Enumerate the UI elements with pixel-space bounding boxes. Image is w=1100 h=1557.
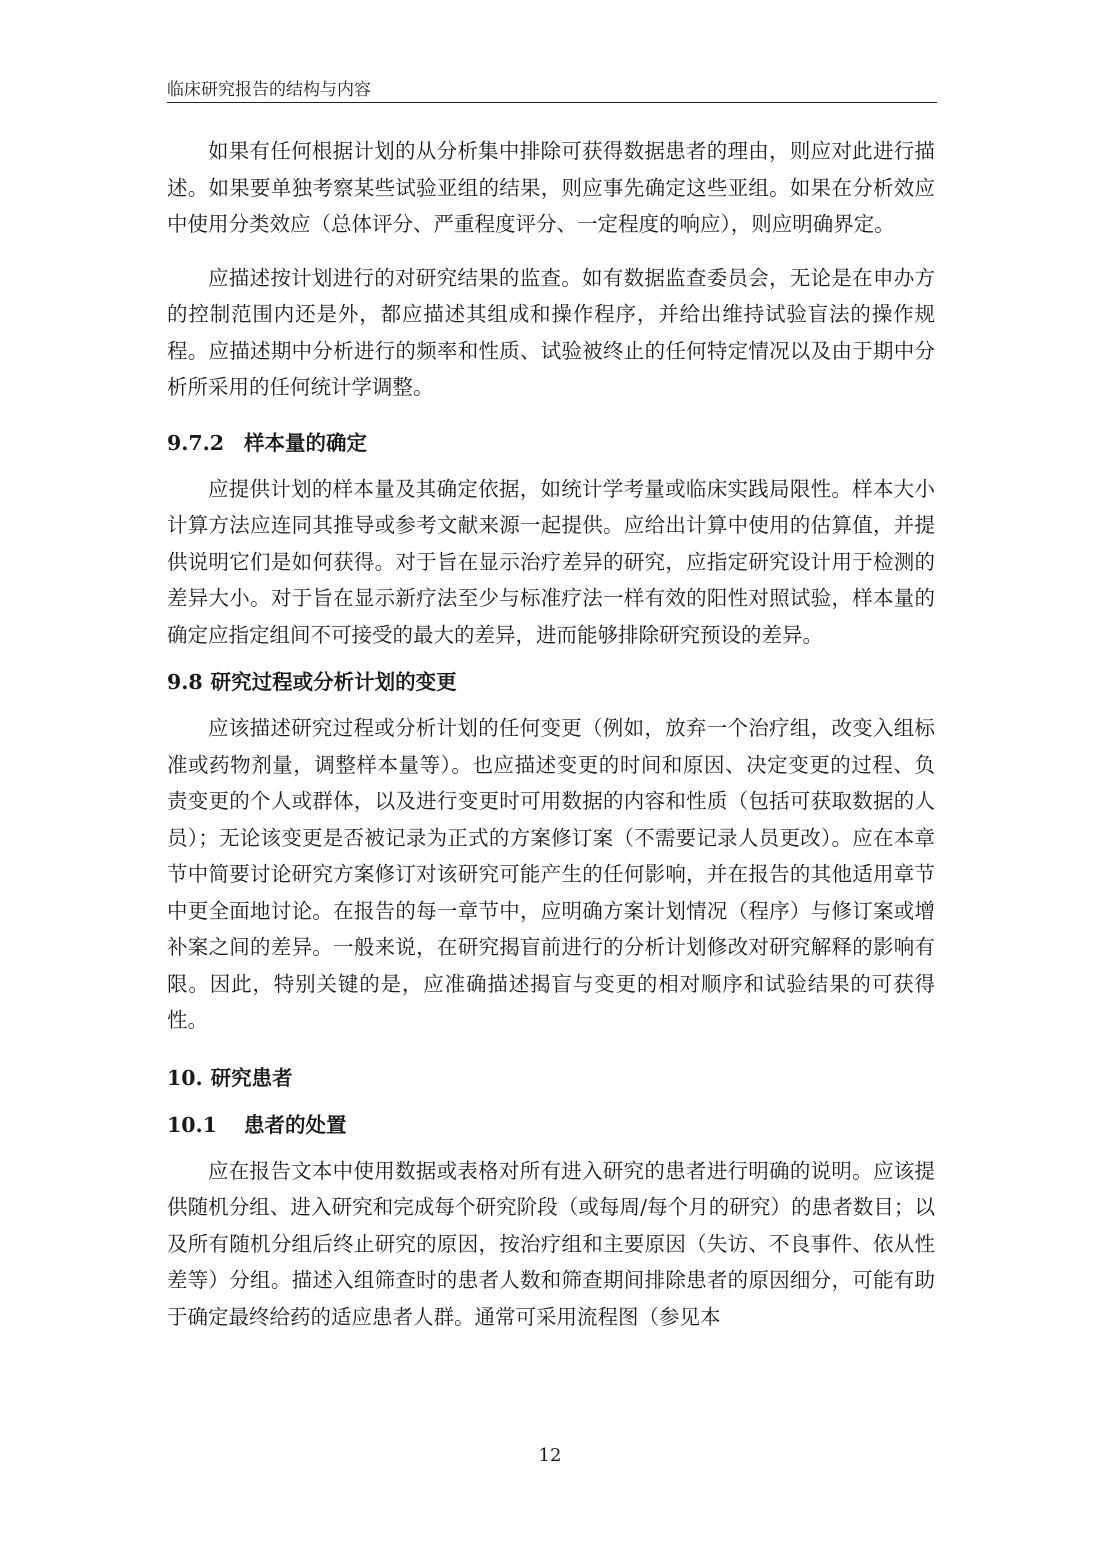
- paragraph-patient-disposition: 应在报告文本中使用数据或表格对所有进入研究的患者进行明确的说明。应该提供随机分组、进入研究和完成每个研究阶段（或每周/每个月的研究）的患者数目；以及所有随机分组后终止研究的原因，按治疗组和主要原因（失访、不良事件、依从性差等）分组。描述入组筛查时的患者人数和筛查期间排除患者的原因细分，可能有助于确定最终给药的适应患者人群。通常可采用流程图（参见本: [167, 1158, 935, 1329]
- section-title: 研究过程或分析计划的变更: [210, 670, 457, 694]
- page-body: [167, 133, 935, 1335]
- section-title: 患者的处置: [244, 1112, 347, 1137]
- section-title: 研究患者: [210, 1065, 293, 1090]
- section-title: 样本量的确定: [244, 430, 367, 455]
- paragraph-protocol-changes: 应该描述研究过程或分析计划的任何变更（例如，放弃一个治疗组，改变入组标准或药物剂量，调整样本量等）。也应描述变更的时间和原因、决定变更的过程、负责变更的个人或群体，以及进行变更时可用数据的内容和性质（包括可获取数据的人员）；无论该变更是否被记录为正式的方案修订案（不需要记录人员更改）。应在本章节中简要讨论研究方案修订对该研究可能产生的任何影响，并在报告的其他适用章节中更全面地讨论。在报告的每一章节中，应明确方案计划情况（程序）与修订案或增补案之间的差异。一般来说，在研究揭盲前进行的分析计划修改对研究解释的影响有限。因此，特别关键的是，应准确描述揭盲与变更的相对顺序和试验结果的可获得性。: [167, 716, 935, 1032]
- section-heading-10: [167, 1063, 935, 1093]
- paragraph-sample-size: 应提供计划的样本量及其确定依据，如统计学考量或临床实践局限性。样本大小计算方法应连同其推导或参考文献来源一起提供。应给出计算中使用的估算值，并提供说明它们是如何获得。对于旨在显示治疗差异的研究，应指定研究设计用于检测的差异大小。对于旨在显示新疗法至少与标准疗法一样有效的阳性对照试验，样本量的确定应指定组间不可接受的最大的差异，进而能够排除研究预设的差异。: [167, 476, 935, 647]
- section-number: 10.: [167, 1065, 203, 1090]
- section-number: 10.1: [167, 1112, 217, 1137]
- section-number: 9.7.2: [167, 430, 225, 455]
- page-number: 12: [538, 1445, 562, 1466]
- paragraph-analysis-exclusions: 如果有任何根据计划的从分析集中排除可获得数据患者的理由，则应对此进行描述。如果要单独考察某些试验亚组的结果，则应事先确定这些亚组。如果在分析效应中使用分类效应（总体评分、严重程度评分、一定程度的响应），则应明确界定。: [167, 139, 935, 236]
- section-heading-10-1: [167, 1110, 935, 1140]
- header-rule: [167, 102, 937, 103]
- section-heading-9-8: [167, 667, 935, 697]
- running-header: 临床研究报告的结构与内容: [167, 80, 371, 100]
- section-number: 9.8: [167, 670, 203, 694]
- section-heading-9-7-2: [167, 428, 935, 458]
- paragraph-monitoring: 应描述按计划进行的对研究结果的监查。如有数据监查委员会，无论是在申办方的控制范围内还是外，都应描述其组成和操作程序，并给出维持试验盲法的操作规程。应描述期中分析进行的频率和性质、试验被终止的任何特定情况以及由于期中分析所采用的任何统计学调整。: [167, 265, 935, 399]
